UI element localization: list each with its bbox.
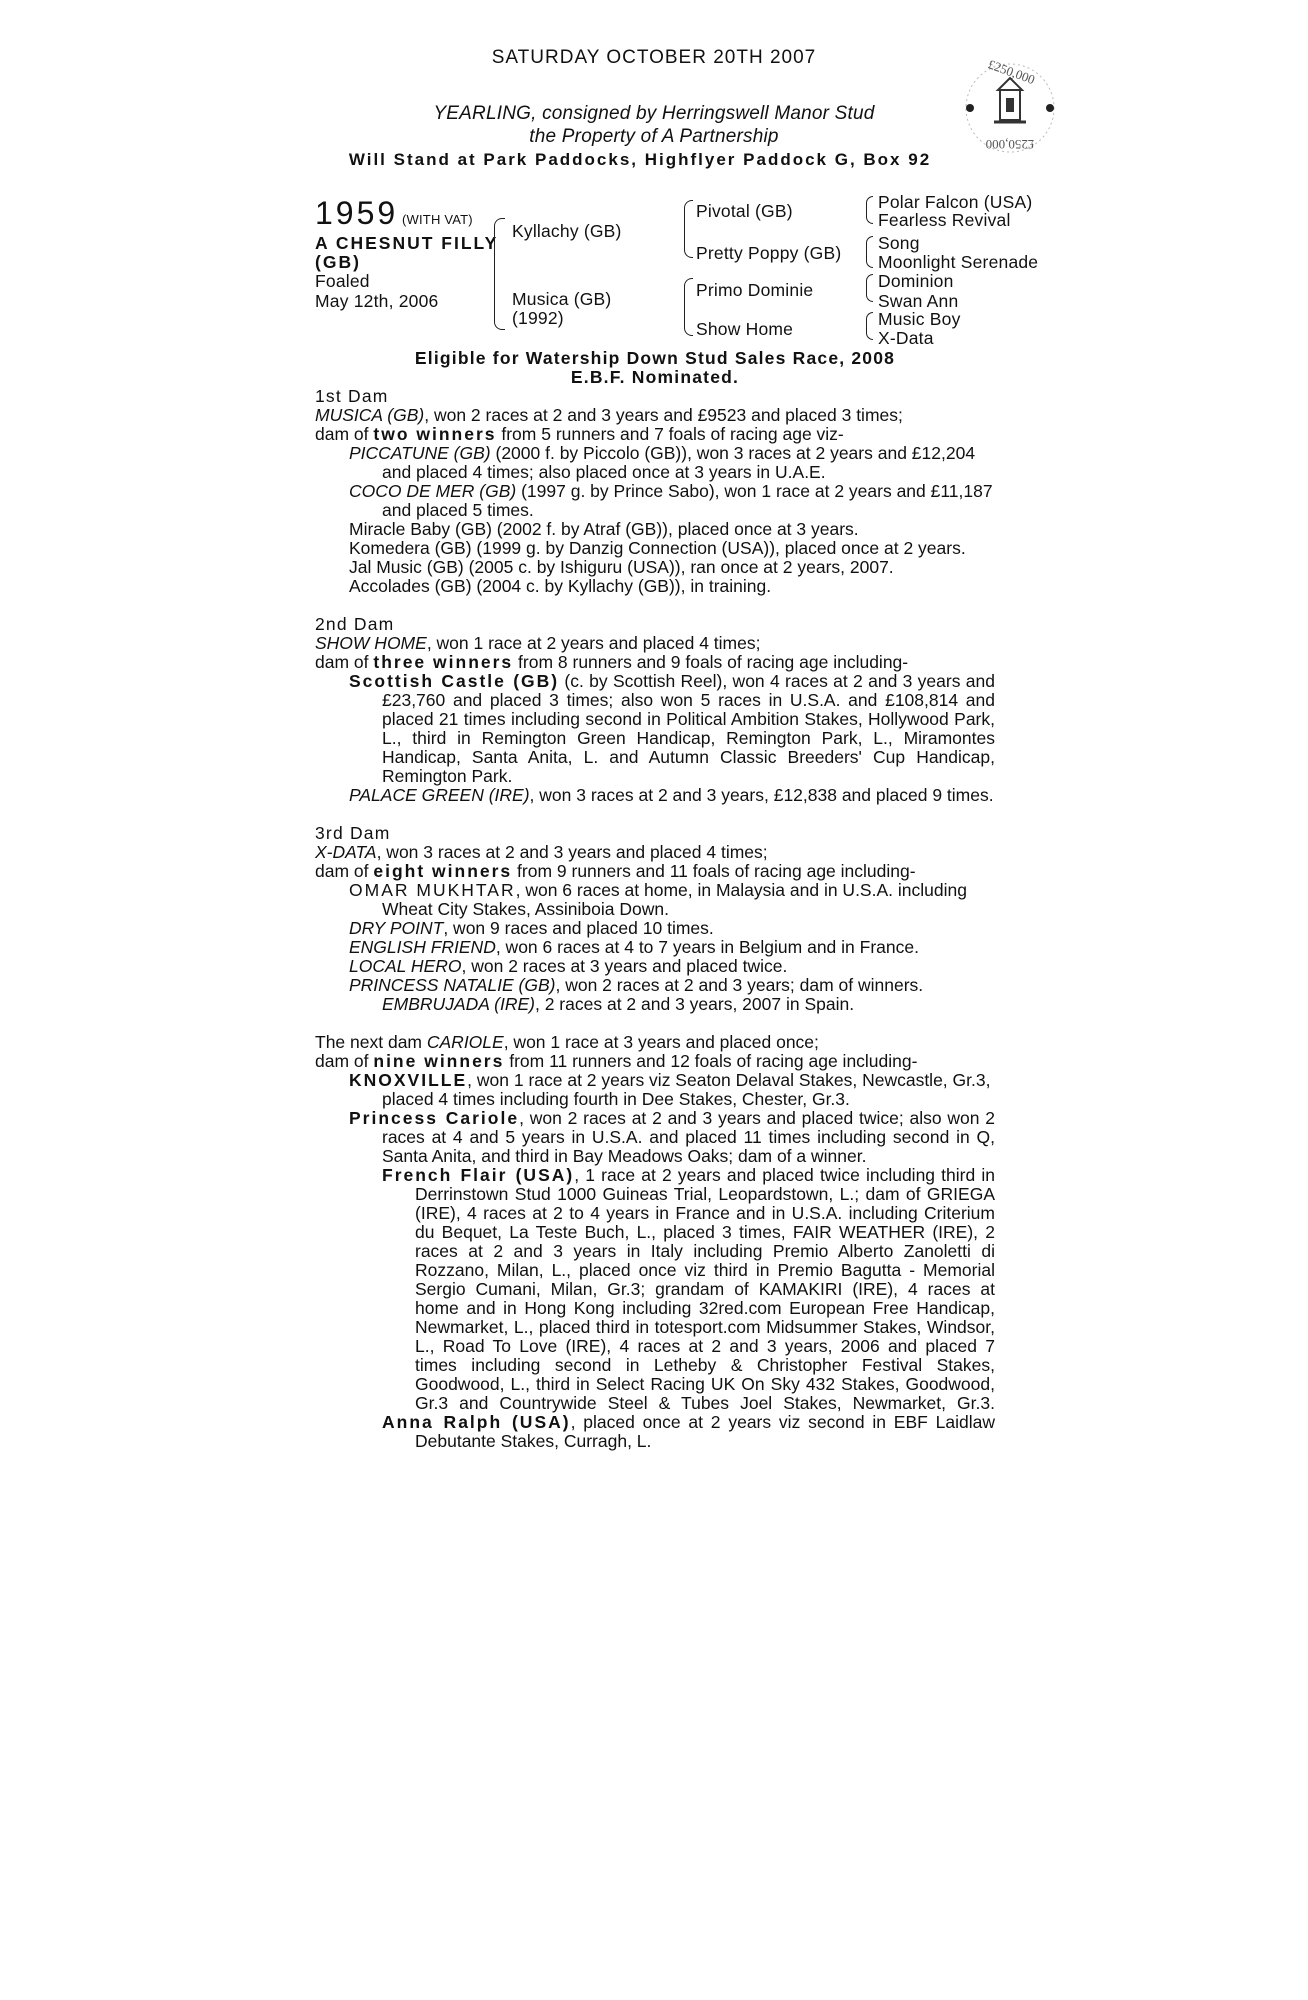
grandsire-5: Dominion [878,271,954,291]
second-dam-produce-prefix: dam of [315,652,374,672]
produce-record: , won 2 races at 2 and 3 years; dam of winners. [555,975,924,995]
pedigree-brace-main [494,218,505,330]
dam-details [315,387,995,1451]
grandsire-7: Music Boy [878,309,961,329]
lot-number: 1959 [315,195,399,231]
sire-name: Kyllachy (GB) [512,221,622,241]
produce-record-cont: L., Road To Love (IRE), 4 races at 2 and 3 years, 2006 and placed 7 [415,1336,995,1356]
consignor-line: YEARLING, consigned by Herringswell Manor Stud [433,103,875,124]
produce-record: , 1 race at 2 years and placed twice including third in [574,1165,995,1185]
produce-record-cont: home and in Hong Kong including 32red.com European Free Handicap, [415,1298,995,1318]
lot-country: (GB) [315,252,361,272]
produce-record-cont: Newmarket, L., placed third in totesport.com Midsummer Stakes, Windsor, [415,1317,995,1337]
produce-record: , won 3 races at 2 and 3 years, £12,838 and placed 9 times. [529,785,994,805]
produce-record: , won 6 races at 4 to 7 years in Belgium and in France. [495,937,919,957]
pedigree-brace-sire [684,200,693,258]
produce-record-cont: Handicap, Santa Anita, L. and Autumn Classic Breeders' Cup Handicap, [382,747,995,767]
produce-record-cont: Gr.3 and Countrywide Steel & Tubes Joel Stakes, Newmarket, Gr.3. [415,1393,995,1413]
first-dam-name: MUSICA (GB) [315,405,425,425]
next-dam-produce-prefix: dam of [315,1051,374,1071]
produce-record-cont: Goodwood, L., third in Select Racing UK On Sky 432 Stakes, Goodwood, [415,1374,995,1394]
produce-record: , placed once at 2 years viz second in EBF Laidlaw [570,1412,995,1432]
third-dam-heading: 3rd Dam [315,823,391,843]
foaled-date: May 12th, 2006 [315,291,439,311]
produce-record-cont: Santa Anita, and third in Bay Meadows Oaks; dam of a winner. [382,1146,867,1166]
sire-dam: Pretty Poppy (GB) [696,243,842,263]
produce-record-cont: Debutante Stakes, Curragh, L. [415,1431,652,1451]
produce-name: PRINCESS NATALIE (GB) [349,975,556,995]
first-dam-heading: 1st Dam [315,386,389,406]
produce-record-cont: Derrinstown Stud 1000 Guineas Trial, Leopardstown, L.; dam of GRIEGA [415,1184,995,1204]
produce-name: Scottish Castle (GB) [349,671,560,691]
third-dam-record: , won 3 races at 2 and 3 years and placed 4 times; [376,842,768,862]
produce-record-cont: placed 4 times including fourth in Dee Stakes, Chester, Gr.3. [382,1089,850,1109]
produce-record-cont: times including second in Letheby & Christopher Festival Stakes, [415,1355,995,1375]
produce-record-cont: placed 21 times including second in Political Ambition Stakes, Hollywood Park, [382,709,995,729]
produce-name: COCO DE MER (GB) [349,481,517,501]
grandsire-3: Song [878,233,920,253]
next-dam-prefix: The next dam [315,1032,427,1052]
dam-sire: Primo Dominie [696,280,814,300]
ebf-line: E.B.F. Nominated. [570,367,740,387]
next-dam-winners: nine winners [373,1051,505,1071]
produce-record: (c. by Scottish Reel), won 4 races at 2 and 3 years and [559,671,995,691]
third-dam-produce-suffix: from 9 runners and 11 foals of racing age including- [512,861,916,881]
produce-record-cont: and placed 4 times; also placed once at 3 years in U.A.E. [382,462,826,482]
second-dam-heading: 2nd Dam [315,614,395,634]
grandsire-1: Polar Falcon (USA) [878,192,1033,212]
grandsire-8: X-Data [878,328,934,348]
property-line: the Property of A Partnership [529,126,779,147]
pedigree-brace-g3 [866,274,873,302]
produce-record-cont: £23,760 and placed 3 times; also won 5 races in U.S.A. and £108,814 and [382,690,995,710]
produce-line: Miracle Baby (GB) (2002 f. by Atraf (GB)), placed once at 3 years. [349,519,859,539]
grandsire-6: Swan Ann [878,291,959,311]
lot-description: A CHESNUT FILLY [315,233,499,253]
vat-label: (WITH VAT) [402,212,473,227]
produce-name: DRY POINT [349,918,444,938]
first-dam-produce-prefix: dam of [315,424,374,444]
produce-name: PALACE GREEN (IRE) [349,785,530,805]
produce-name: PICCATUNE (GB) [349,443,491,463]
produce-name: Anna Ralph (USA) [382,1412,571,1432]
next-dam-name: CARIOLE [426,1032,504,1052]
price-stamp [962,60,1058,156]
produce-record: , won 2 races at 3 years and placed twice. [461,956,788,976]
produce-line: Accolades (GB) (2004 c. by Kyllachy (GB)), in training. [349,576,772,596]
produce-name: French Flair (USA) [382,1165,575,1185]
next-dam-produce-suffix: from 11 runners and 12 foals of racing age including- [504,1051,918,1071]
produce-name: KNOXVILLE [349,1070,468,1090]
foaled-label: Foaled [315,271,370,291]
eligibility-line: Eligible for Watership Down Stud Sales Race, 2008 [414,348,896,368]
produce-record: , won 2 races at 2 and 3 years and placed twice; also won 2 [519,1108,995,1128]
first-dam-record: , won 2 races at 2 and 3 years and £9523 and placed 3 times; [424,405,903,425]
produce-record: , won 1 race at 2 years viz Seaton Delaval Stakes, Newcastle, Gr.3, [467,1070,991,1090]
next-dam-record: , won 1 race at 3 years and placed once; [503,1032,819,1052]
third-dam-name: X-DATA [315,842,377,862]
produce-record: (2000 f. by Piccolo (GB)), won 3 races at 2 years and £12,204 [490,443,976,463]
produce-record-cont: Sergio Cumani, Milan, Gr.3; grandam of KAMAKIRI (IRE), 4 races at [415,1279,995,1299]
produce-record: (1997 g. by Prince Sabo), won 1 race at 2 years and £11,187 [516,481,993,501]
second-dam-name: SHOW HOME [315,633,427,653]
produce-record-cont: L., third in Remington Green Handicap, Remington Park, L., Miramontes [382,728,995,748]
produce-name: Princess Cariole [349,1108,520,1128]
second-dam-winners: three winners [373,652,514,672]
grandsire-2: Fearless Revival [878,210,1011,230]
location-line: Will Stand at Park Paddocks, Highflyer Paddock G, Box 92 [348,150,932,169]
third-dam-produce-prefix: dam of [315,861,374,881]
dam-name: Musica (GB) [512,289,612,309]
produce-record-cont: du Bequet, La Teste Buch, L., placed 3 times, FAIR WEATHER (IRE), 2 [415,1222,995,1242]
first-dam-produce-suffix: from 5 runners and 7 foals of racing age viz- [496,424,844,444]
grandsire-4: Moonlight Serenade [878,252,1039,272]
produce-name: ENGLISH FRIEND [349,937,496,957]
dam-dam: Show Home [696,319,794,339]
produce-name: LOCAL HERO [349,956,462,976]
sire-sire: Pivotal (GB) [696,201,793,221]
first-dam-winners: two winners [373,424,497,444]
stamp-text-top: £250,000 [986,60,1038,88]
produce-name: EMBRUJADA (IRE) [382,994,535,1014]
sale-date: SATURDAY OCTOBER 20TH 2007 [491,47,817,68]
second-dam-produce-suffix: from 8 runners and 9 foals of racing age including- [513,652,909,672]
produce-record-cont: and placed 5 times. [382,500,534,520]
produce-record-cont: Rozzano, Milan, L., placed once viz third in Premio Bagutta - Memorial [415,1260,995,1280]
pedigree-brace-g2 [866,236,873,268]
produce-line: Komedera (GB) (1999 g. by Danzig Connection (USA)), placed once at 2 years. [349,538,966,558]
produce-record: , won 6 races at home, in Malaysia and in U.S.A. including [515,880,967,900]
produce-line: Jal Music (GB) (2005 c. by Ishiguru (USA)), ran once at 2 years, 2007. [349,557,894,577]
produce-record-cont: Wheat City Stakes, Assiniboia Down. [382,899,669,919]
dam-year: (1992) [512,308,564,328]
produce-record-cont: races at 2 and 3 years in Italy including Premio Alberto Zanoletti di [415,1241,995,1261]
pedigree-brace-g1 [866,196,873,224]
pedigree-brace-g4 [866,312,873,340]
produce-record-cont: (IRE), 4 races at 2 to 4 years in France and in U.S.A. including Criterium [415,1203,995,1223]
second-dam-record: , won 1 race at 2 years and placed 4 times; [426,633,761,653]
produce-record-cont: races at 4 and 5 years in U.S.A. and placed 11 times including second in Q, [382,1127,995,1147]
pedigree-brace-dam [684,278,693,336]
produce-name: OMAR MUKHTAR [349,880,516,900]
produce-record-cont: Remington Park. [382,766,513,786]
produce-record: , won 9 races and placed 10 times. [443,918,714,938]
third-dam-winners: eight winners [373,861,513,881]
stamp-text-bottom: £250,000 [985,137,1035,152]
produce-record: , 2 races at 2 and 3 years, 2007 in Spain. [534,994,855,1014]
